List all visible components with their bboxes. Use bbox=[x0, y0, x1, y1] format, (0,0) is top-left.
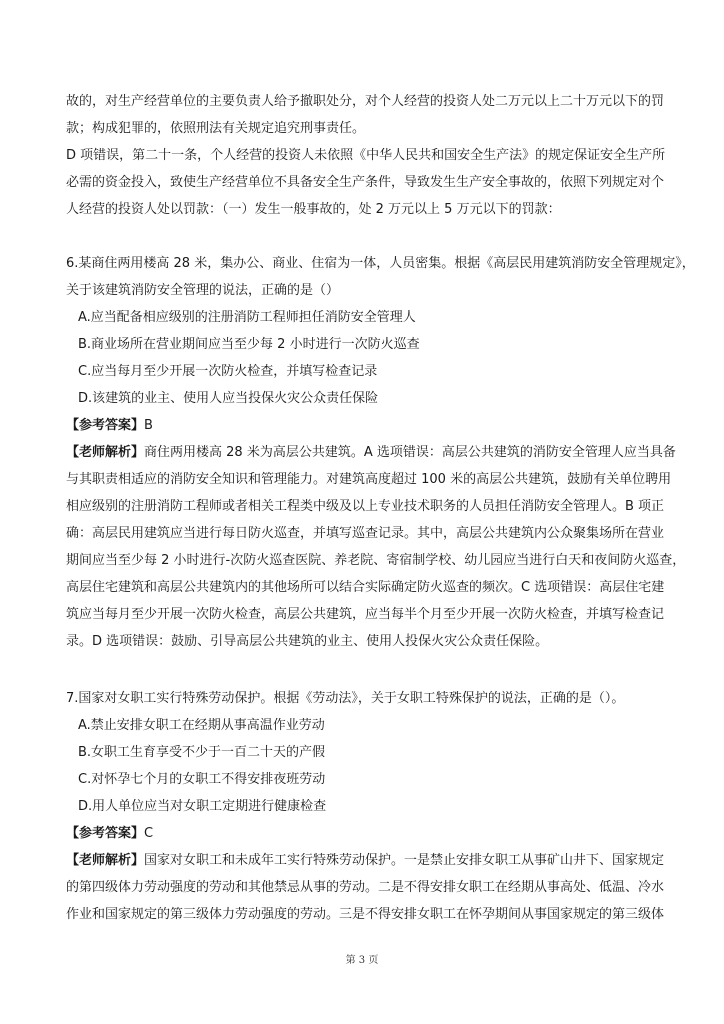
question-6-stem: 关于该建筑消防安全管理的说法，正确的是（） bbox=[66, 283, 340, 298]
question-6-answer bbox=[66, 416, 658, 436]
question-6-option-b: B.商业场所在营业期间应当至少每 2 小时进行一次防火巡查 bbox=[78, 337, 420, 352]
question-6-analysis: 期间应当至少每 2 小时进行-次防火巡查医院、养老院、寄宿制学校、幼儿园应当进行白天和夜间防火巡查， bbox=[66, 553, 686, 568]
paragraph-line: D 项错误，第二十一条，个人经营的投资人未依照《中华人民共和国安全生产法》的规定保证安全生产所 bbox=[66, 148, 666, 163]
question-7-answer bbox=[66, 824, 658, 844]
question-6-analysis: 相应级别的注册消防工程师或者相关工程类中级及以上专业技术职务的人员担任消防安全管理人。B 项正 bbox=[66, 499, 665, 514]
question-6-analysis: 确：高层民用建筑应当进行每日防火巡查，并填写巡查记录。其中，高层公共建筑内公众聚集场所在营业 bbox=[66, 526, 665, 541]
analysis-text: 商住两用楼高 28 米为高层公共建筑。A 选项错误：高层公共建筑的消防安全管理人应当具备 bbox=[144, 445, 676, 460]
page-number: 第 3 页 bbox=[345, 955, 379, 966]
question-7-option-b: B.女职工生育享受不少于一百二十天的产假 bbox=[78, 745, 326, 760]
paragraph-line: 款；构成犯罪的，依照刑法有关规定追究刑事责任。 bbox=[66, 121, 366, 136]
question-7-option-c: C.对怀孕七个月的女职工不得安排夜班劳动 bbox=[78, 772, 326, 787]
question-7-option-a: A.禁止安排女职工在经期从事高温作业劳动 bbox=[78, 718, 325, 733]
answer-value: C bbox=[144, 826, 154, 841]
question-6-analysis: 与其职责相适应的消防安全知识和管理能力。对建筑高度超过 100 米的高层公共建筑，鼓励有关单位聘用 bbox=[66, 472, 672, 487]
paragraph-line: 故的，对生产经营单位的主要负责人给予撤职处分，对个人经营的投资人处二万元以上二十万元以下的罚 bbox=[66, 94, 665, 109]
question-6-analysis: 高层住宅建筑和高层公共建筑内的其他场所可以结合实际确定防火巡查的频次。C 选项错误：高层住宅建 bbox=[66, 580, 665, 595]
question-6-stem: 6.某商住两用楼高 28 米，集办公、商业、住宿为一体，人员密集。根据《高层民用建筑消防安全管理规定》， bbox=[66, 256, 695, 271]
question-7-analysis bbox=[66, 851, 665, 871]
question-6-analysis: 录。D 选项错误：鼓励、引导高层公共建筑的业主、使用人投保火灾公众责任保险。 bbox=[66, 634, 549, 649]
answer-value: B bbox=[144, 418, 153, 433]
paragraph-line: 必需的资金投入，致使生产经营单位不具备安全生产条件，导致发生生产安全事故的，依照下列规定对个 bbox=[66, 175, 665, 190]
question-7-stem: 7.国家对女职工实行特殊劳动保护。根据《劳动法》，关于女职工特殊保护的说法，正确的是（）。 bbox=[66, 691, 625, 706]
answer-label: 【参考答案】 bbox=[66, 826, 145, 841]
question-6-analysis bbox=[66, 443, 676, 463]
analysis-label: 【老师解析】 bbox=[66, 853, 145, 868]
question-7-analysis: 的第四级体力劳动强度的劳动和其他禁忌从事的劳动。二是不得安排女职工在经期从事高处、低温、冷水 bbox=[66, 880, 665, 895]
question-6-option-d: D.该建筑的业主、使用人应当投保火灾公众责任保险 bbox=[78, 391, 379, 406]
question-7-option-d: D.用人单位应当对女职工定期进行健康检查 bbox=[78, 799, 327, 814]
analysis-text: 国家对女职工和未成年工实行特殊劳动保护。一是禁止安排女职工从事矿山井下、国家规定 bbox=[144, 853, 665, 868]
answer-label: 【参考答案】 bbox=[66, 418, 145, 433]
question-6-analysis: 筑应当每月至少开展一次防火检查，高层公共建筑，应当每半个月至少开展一次防火检查，并填写检查记 bbox=[66, 607, 665, 622]
question-6-option-a: A.应当配备相应级别的注册消防工程师担任消防安全管理人 bbox=[78, 310, 416, 325]
analysis-label: 【老师解析】 bbox=[66, 445, 145, 460]
paragraph-line: 人经营的投资人处以罚款：（一）发生一般事故的，处 2 万元以上 5 万元以下的罚款： bbox=[66, 202, 561, 217]
question-6-option-c: C.应当每月至少开展一次防火检查，并填写检查记录 bbox=[78, 364, 378, 379]
question-7-analysis: 作业和国家规定的第三级体力劳动强度的劳动。三是不得安排女职工在怀孕期间从事国家规定的第三级体 bbox=[66, 907, 665, 922]
